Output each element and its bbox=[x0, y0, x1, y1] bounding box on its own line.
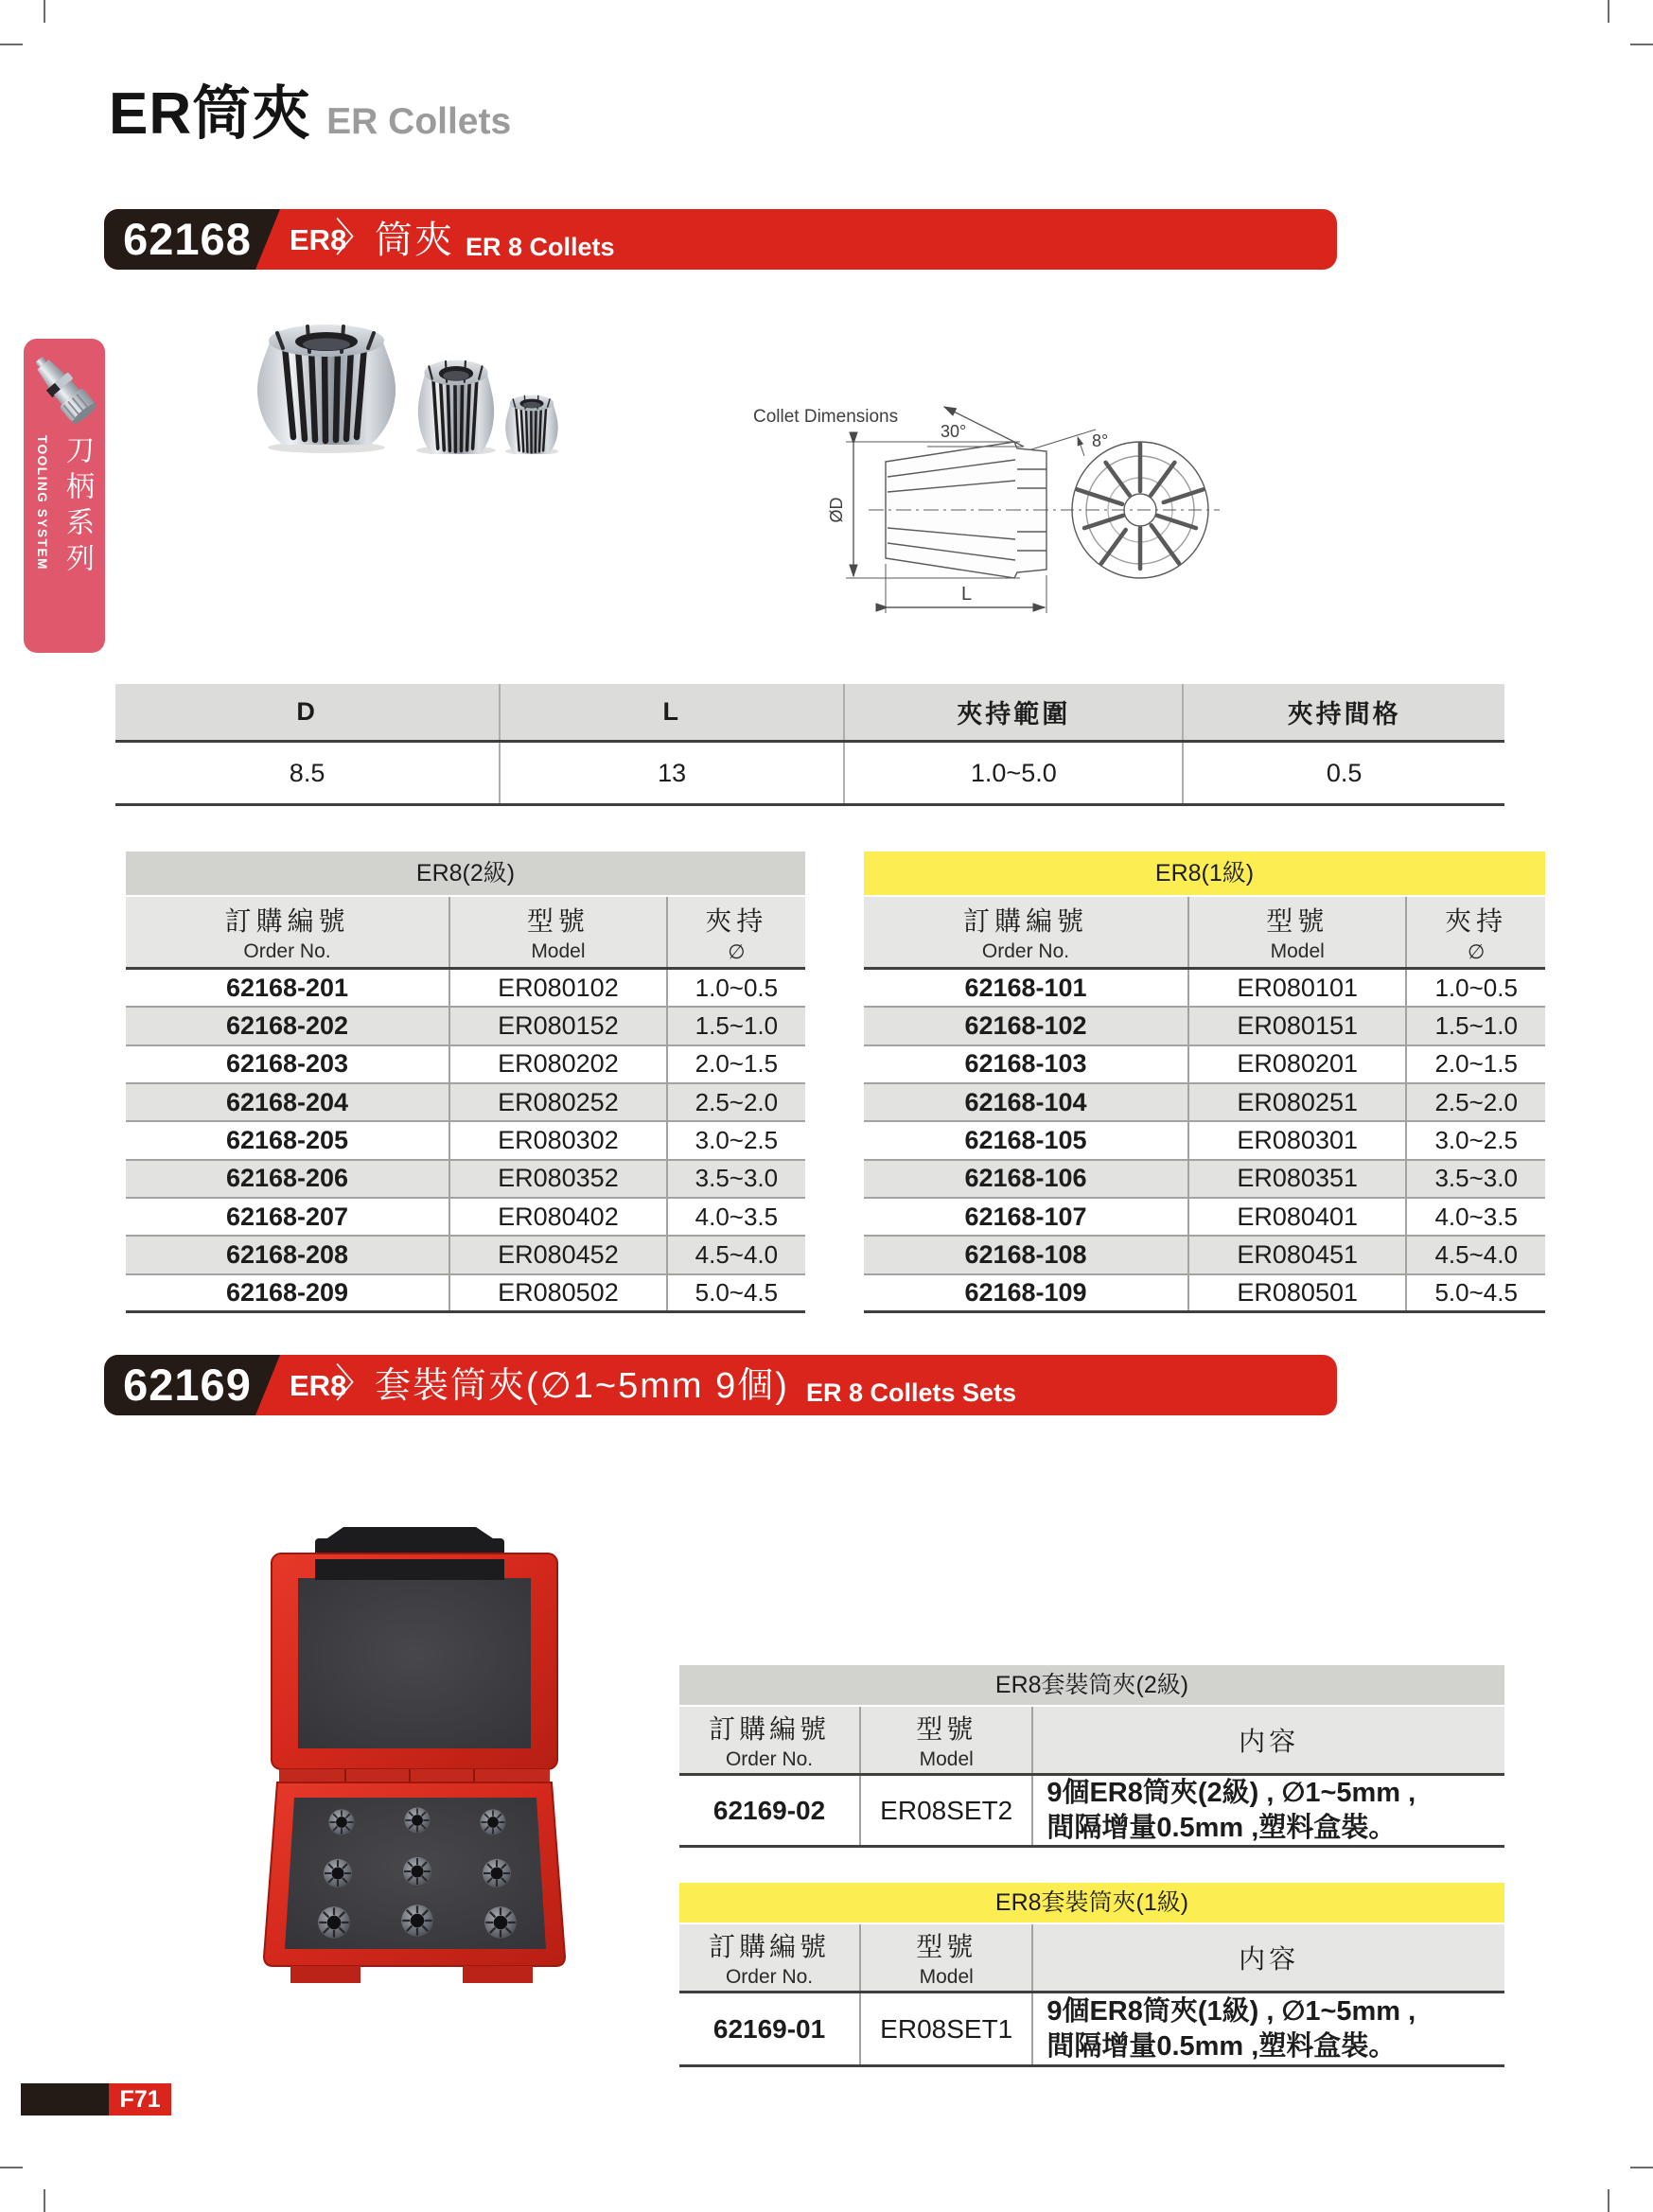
crop-mark bbox=[44, 0, 45, 23]
clamp-range: 1.5~1.0 bbox=[666, 1008, 805, 1044]
col-header-model bbox=[448, 897, 666, 967]
banner-title-zh: 筒夾 bbox=[375, 219, 454, 261]
banner-title-zh: 套裝筒夾(∅1~5mm 9個) bbox=[375, 1366, 789, 1406]
er8-collets-photo bbox=[227, 312, 568, 454]
model: ER080451 bbox=[1187, 1237, 1405, 1273]
order-en: Order No. bbox=[725, 1748, 814, 1770]
set-content bbox=[1031, 1776, 1504, 1845]
crop-mark bbox=[1630, 2167, 1653, 2168]
section-banner-62169 bbox=[104, 1355, 1337, 1415]
col-header-model bbox=[859, 1924, 1031, 1991]
model: ER080402 bbox=[448, 1199, 666, 1235]
col-header-order bbox=[679, 1707, 859, 1773]
table-title: ER8(2級) bbox=[126, 851, 805, 895]
table-row bbox=[864, 1046, 1545, 1084]
order-no: 62168-209 bbox=[225, 1277, 349, 1307]
table-header bbox=[126, 897, 805, 970]
dimension-table-values bbox=[115, 743, 1504, 806]
model: ER08SET2 bbox=[859, 1776, 1031, 1845]
order-en: Order No. bbox=[243, 940, 331, 962]
table-row bbox=[864, 1161, 1545, 1199]
order-no: 62168-204 bbox=[225, 1087, 349, 1116]
model: ER080151 bbox=[1187, 1008, 1405, 1044]
collet-table-grade2 bbox=[126, 851, 805, 1313]
collet-table-grade1 bbox=[864, 851, 1545, 1313]
nose-angle-label: 8° bbox=[1092, 431, 1109, 450]
diameter-symbol: ∅ bbox=[728, 940, 746, 963]
clamp-range: 5.0~4.5 bbox=[1405, 1275, 1545, 1310]
order-code: 62168 bbox=[123, 214, 252, 264]
model-zh: 型號 bbox=[1266, 906, 1329, 936]
diagram-caption: Collet Dimensions bbox=[753, 407, 899, 427]
value-step: 0.5 bbox=[1182, 743, 1504, 803]
table-title: ER8套裝筒夾(2級) bbox=[679, 1665, 1504, 1705]
set-table-grade2 bbox=[679, 1665, 1504, 1848]
table-row bbox=[126, 1199, 805, 1237]
clamp-range: 1.0~0.5 bbox=[666, 970, 805, 1006]
order-en: Order No. bbox=[981, 940, 1070, 962]
order-no: 62168-202 bbox=[225, 1010, 349, 1040]
order-zh: 訂購編號 bbox=[709, 1932, 831, 1961]
banner-title-en: ER 8 Collets Sets bbox=[806, 1378, 1017, 1407]
order-no: 62168-108 bbox=[964, 1239, 1087, 1269]
order-en: Order No. bbox=[725, 1966, 814, 1988]
model-en: Model bbox=[919, 1748, 974, 1770]
clamp-range: 4.0~3.5 bbox=[1405, 1199, 1545, 1235]
content-zh: 内容 bbox=[1239, 1727, 1300, 1756]
clamp-range: 4.5~4.0 bbox=[1405, 1237, 1545, 1273]
model-en: Model bbox=[1270, 940, 1325, 962]
model: ER080201 bbox=[1187, 1046, 1405, 1082]
table-row bbox=[864, 1237, 1545, 1274]
col-header-range: 夾持範圍 bbox=[843, 684, 1182, 740]
length-label: L bbox=[961, 584, 973, 605]
model: ER080501 bbox=[1187, 1275, 1405, 1310]
table-rows bbox=[864, 970, 1545, 1313]
order-zh: 訂購編號 bbox=[709, 1714, 831, 1744]
content-line2: 間隔增量0.5mm ,塑料盒裝。 bbox=[1046, 1812, 1397, 1843]
table-row bbox=[126, 1084, 805, 1122]
col-header-order bbox=[864, 897, 1187, 967]
page-title bbox=[109, 66, 511, 150]
model: ER08SET1 bbox=[859, 1993, 1031, 2064]
order-no: 62168-203 bbox=[225, 1049, 349, 1079]
content-line1: 9個ER8筒夾(1級) , ∅1~5mm , bbox=[1046, 1995, 1416, 2027]
content-zh: 内容 bbox=[1239, 1944, 1300, 1974]
model: ER080152 bbox=[448, 1008, 666, 1044]
page-number: F71 bbox=[109, 2083, 171, 2115]
clamp-range: 1.0~0.5 bbox=[1405, 970, 1545, 1006]
col-header-model bbox=[1187, 897, 1405, 967]
crop-mark bbox=[0, 2167, 23, 2168]
clamp-zh: 夾持 bbox=[705, 905, 768, 936]
order-no: 62168-103 bbox=[964, 1049, 1087, 1079]
table-row bbox=[679, 1776, 1504, 1848]
footer-black-bar bbox=[21, 2083, 109, 2115]
model: ER080101 bbox=[1187, 970, 1405, 1006]
order-no: 62168-207 bbox=[225, 1202, 349, 1231]
value-l: 13 bbox=[499, 743, 843, 803]
order-no: 62168-109 bbox=[964, 1277, 1087, 1307]
chevron-icon: 〉 bbox=[335, 1361, 376, 1406]
page-footer bbox=[21, 2083, 171, 2115]
order-no: 62168-208 bbox=[225, 1239, 349, 1269]
table-header bbox=[864, 897, 1545, 970]
order-no: 62169-01 bbox=[712, 2013, 826, 2044]
model: ER080251 bbox=[1187, 1084, 1405, 1120]
collet-dimensions-drawing bbox=[747, 397, 1277, 672]
clamp-range: 2.5~2.0 bbox=[1405, 1084, 1545, 1120]
set-content bbox=[1031, 1993, 1504, 2064]
banner-title-en: ER 8 Collets bbox=[466, 233, 615, 261]
series-label: ER8 bbox=[290, 223, 347, 256]
order-zh: 訂購編號 bbox=[224, 906, 350, 936]
table-row bbox=[864, 1084, 1545, 1122]
clamp-range: 2.0~1.5 bbox=[1405, 1046, 1545, 1082]
col-header-model bbox=[859, 1707, 1031, 1773]
clamp-range: 3.5~3.0 bbox=[1405, 1161, 1545, 1197]
clamp-range: 3.0~2.5 bbox=[666, 1122, 805, 1158]
model: ER080252 bbox=[448, 1084, 666, 1120]
order-no: 62168-102 bbox=[964, 1010, 1087, 1040]
clamp-range: 3.5~3.0 bbox=[666, 1161, 805, 1197]
clamp-range: 4.5~4.0 bbox=[666, 1237, 805, 1273]
clamp-range: 1.5~1.0 bbox=[1405, 1008, 1545, 1044]
col-header-clamp bbox=[1405, 897, 1545, 967]
table-header bbox=[679, 1924, 1504, 1993]
clamp-range: 4.0~3.5 bbox=[666, 1199, 805, 1235]
chevron-icon: 〉 bbox=[335, 216, 376, 260]
series-label: ER8 bbox=[290, 1369, 347, 1402]
table-row bbox=[126, 970, 805, 1008]
order-code: 62169 bbox=[123, 1360, 252, 1410]
model-zh: 型號 bbox=[916, 1932, 977, 1961]
col-header-clamp bbox=[666, 897, 805, 967]
model: ER080302 bbox=[448, 1122, 666, 1158]
order-no: 62168-206 bbox=[225, 1164, 349, 1193]
table-row bbox=[126, 1122, 805, 1160]
order-no: 62168-201 bbox=[225, 973, 349, 1002]
content-line1: 9個ER8筒夾(2級) , ∅1~5mm , bbox=[1046, 1777, 1416, 1808]
table-row bbox=[679, 1993, 1504, 2067]
table-row bbox=[864, 1199, 1545, 1237]
model: ER080202 bbox=[448, 1046, 666, 1082]
model-zh: 型號 bbox=[916, 1714, 977, 1744]
col-header-order bbox=[679, 1924, 859, 1991]
order-no: 62168-105 bbox=[964, 1125, 1087, 1154]
order-no: 62168-106 bbox=[964, 1164, 1087, 1193]
clamp-range: 2.5~2.0 bbox=[666, 1084, 805, 1120]
model: ER080452 bbox=[448, 1237, 666, 1273]
clamp-range: 2.0~1.5 bbox=[666, 1046, 805, 1082]
set-table-grade1 bbox=[679, 1883, 1504, 2067]
table-title: ER8套裝筒夾(1級) bbox=[679, 1883, 1504, 1922]
content-line2: 間隔增量0.5mm ,塑料盒裝。 bbox=[1046, 2030, 1397, 2062]
value-d: 8.5 bbox=[289, 758, 325, 787]
sidebar-label-zh: 刀柄系列 bbox=[62, 435, 93, 579]
diameter-label: ØD bbox=[827, 497, 846, 523]
model-en: Model bbox=[919, 1966, 974, 1988]
order-no: 62168-104 bbox=[964, 1087, 1087, 1116]
value-range: 1.0~5.0 bbox=[843, 743, 1182, 803]
sidebar-tab-tooling-system bbox=[24, 339, 105, 653]
order-no: 62168-205 bbox=[225, 1125, 349, 1154]
order-no: 62168-107 bbox=[964, 1202, 1087, 1231]
page-title-en: ER Collets bbox=[326, 101, 512, 142]
order-zh: 訂購編號 bbox=[962, 906, 1088, 936]
table-row bbox=[126, 1046, 805, 1084]
model: ER080502 bbox=[448, 1275, 666, 1310]
table-row bbox=[126, 1275, 805, 1313]
clamp-range: 5.0~4.5 bbox=[666, 1275, 805, 1310]
crop-mark bbox=[1608, 0, 1609, 23]
dimension-table bbox=[115, 684, 1504, 806]
table-rows bbox=[126, 970, 805, 1313]
tool-holder-image bbox=[27, 348, 101, 431]
crop-mark bbox=[1630, 44, 1653, 45]
diameter-symbol: ∅ bbox=[1468, 940, 1486, 963]
model: ER080301 bbox=[1187, 1122, 1405, 1158]
model-zh: 型號 bbox=[526, 906, 589, 936]
dimension-table-header bbox=[115, 684, 1504, 743]
clamp-zh: 夾持 bbox=[1445, 905, 1508, 936]
clamp-range: 3.0~2.5 bbox=[1405, 1122, 1545, 1158]
col-header-step: 夾持間格 bbox=[1182, 684, 1504, 740]
col-header-content bbox=[1031, 1924, 1504, 1991]
col-header-l: L bbox=[499, 684, 843, 740]
table-row bbox=[864, 1122, 1545, 1160]
col-header-content bbox=[1031, 1707, 1504, 1773]
model: ER080352 bbox=[448, 1161, 666, 1197]
page-title-zh: ER筒夾 bbox=[109, 81, 312, 147]
taper-angle-label: 30° bbox=[941, 422, 967, 441]
crop-mark bbox=[44, 2189, 45, 2212]
order-no: 62169-02 bbox=[712, 1795, 826, 1825]
table-row bbox=[864, 970, 1545, 1008]
model-en: Model bbox=[531, 940, 586, 962]
model: ER080351 bbox=[1187, 1161, 1405, 1197]
order-no: 62168-101 bbox=[964, 973, 1087, 1002]
model: ER080102 bbox=[448, 970, 666, 1006]
col-header-d: D bbox=[296, 697, 318, 726]
col-header-order bbox=[126, 897, 448, 967]
model: ER080401 bbox=[1187, 1199, 1405, 1235]
table-row bbox=[126, 1161, 805, 1199]
table-row bbox=[126, 1237, 805, 1274]
table-row bbox=[864, 1008, 1545, 1045]
sidebar-label-en: TOOLING SYSTEM bbox=[35, 435, 49, 571]
crop-mark bbox=[1608, 2189, 1609, 2212]
collet-set-box-photo bbox=[232, 1521, 587, 1994]
section-banner-62168 bbox=[104, 209, 1337, 270]
crop-mark bbox=[0, 44, 23, 45]
table-header bbox=[679, 1707, 1504, 1776]
table-row bbox=[864, 1275, 1545, 1313]
table-row bbox=[126, 1008, 805, 1045]
table-title: ER8(1級) bbox=[864, 851, 1545, 895]
